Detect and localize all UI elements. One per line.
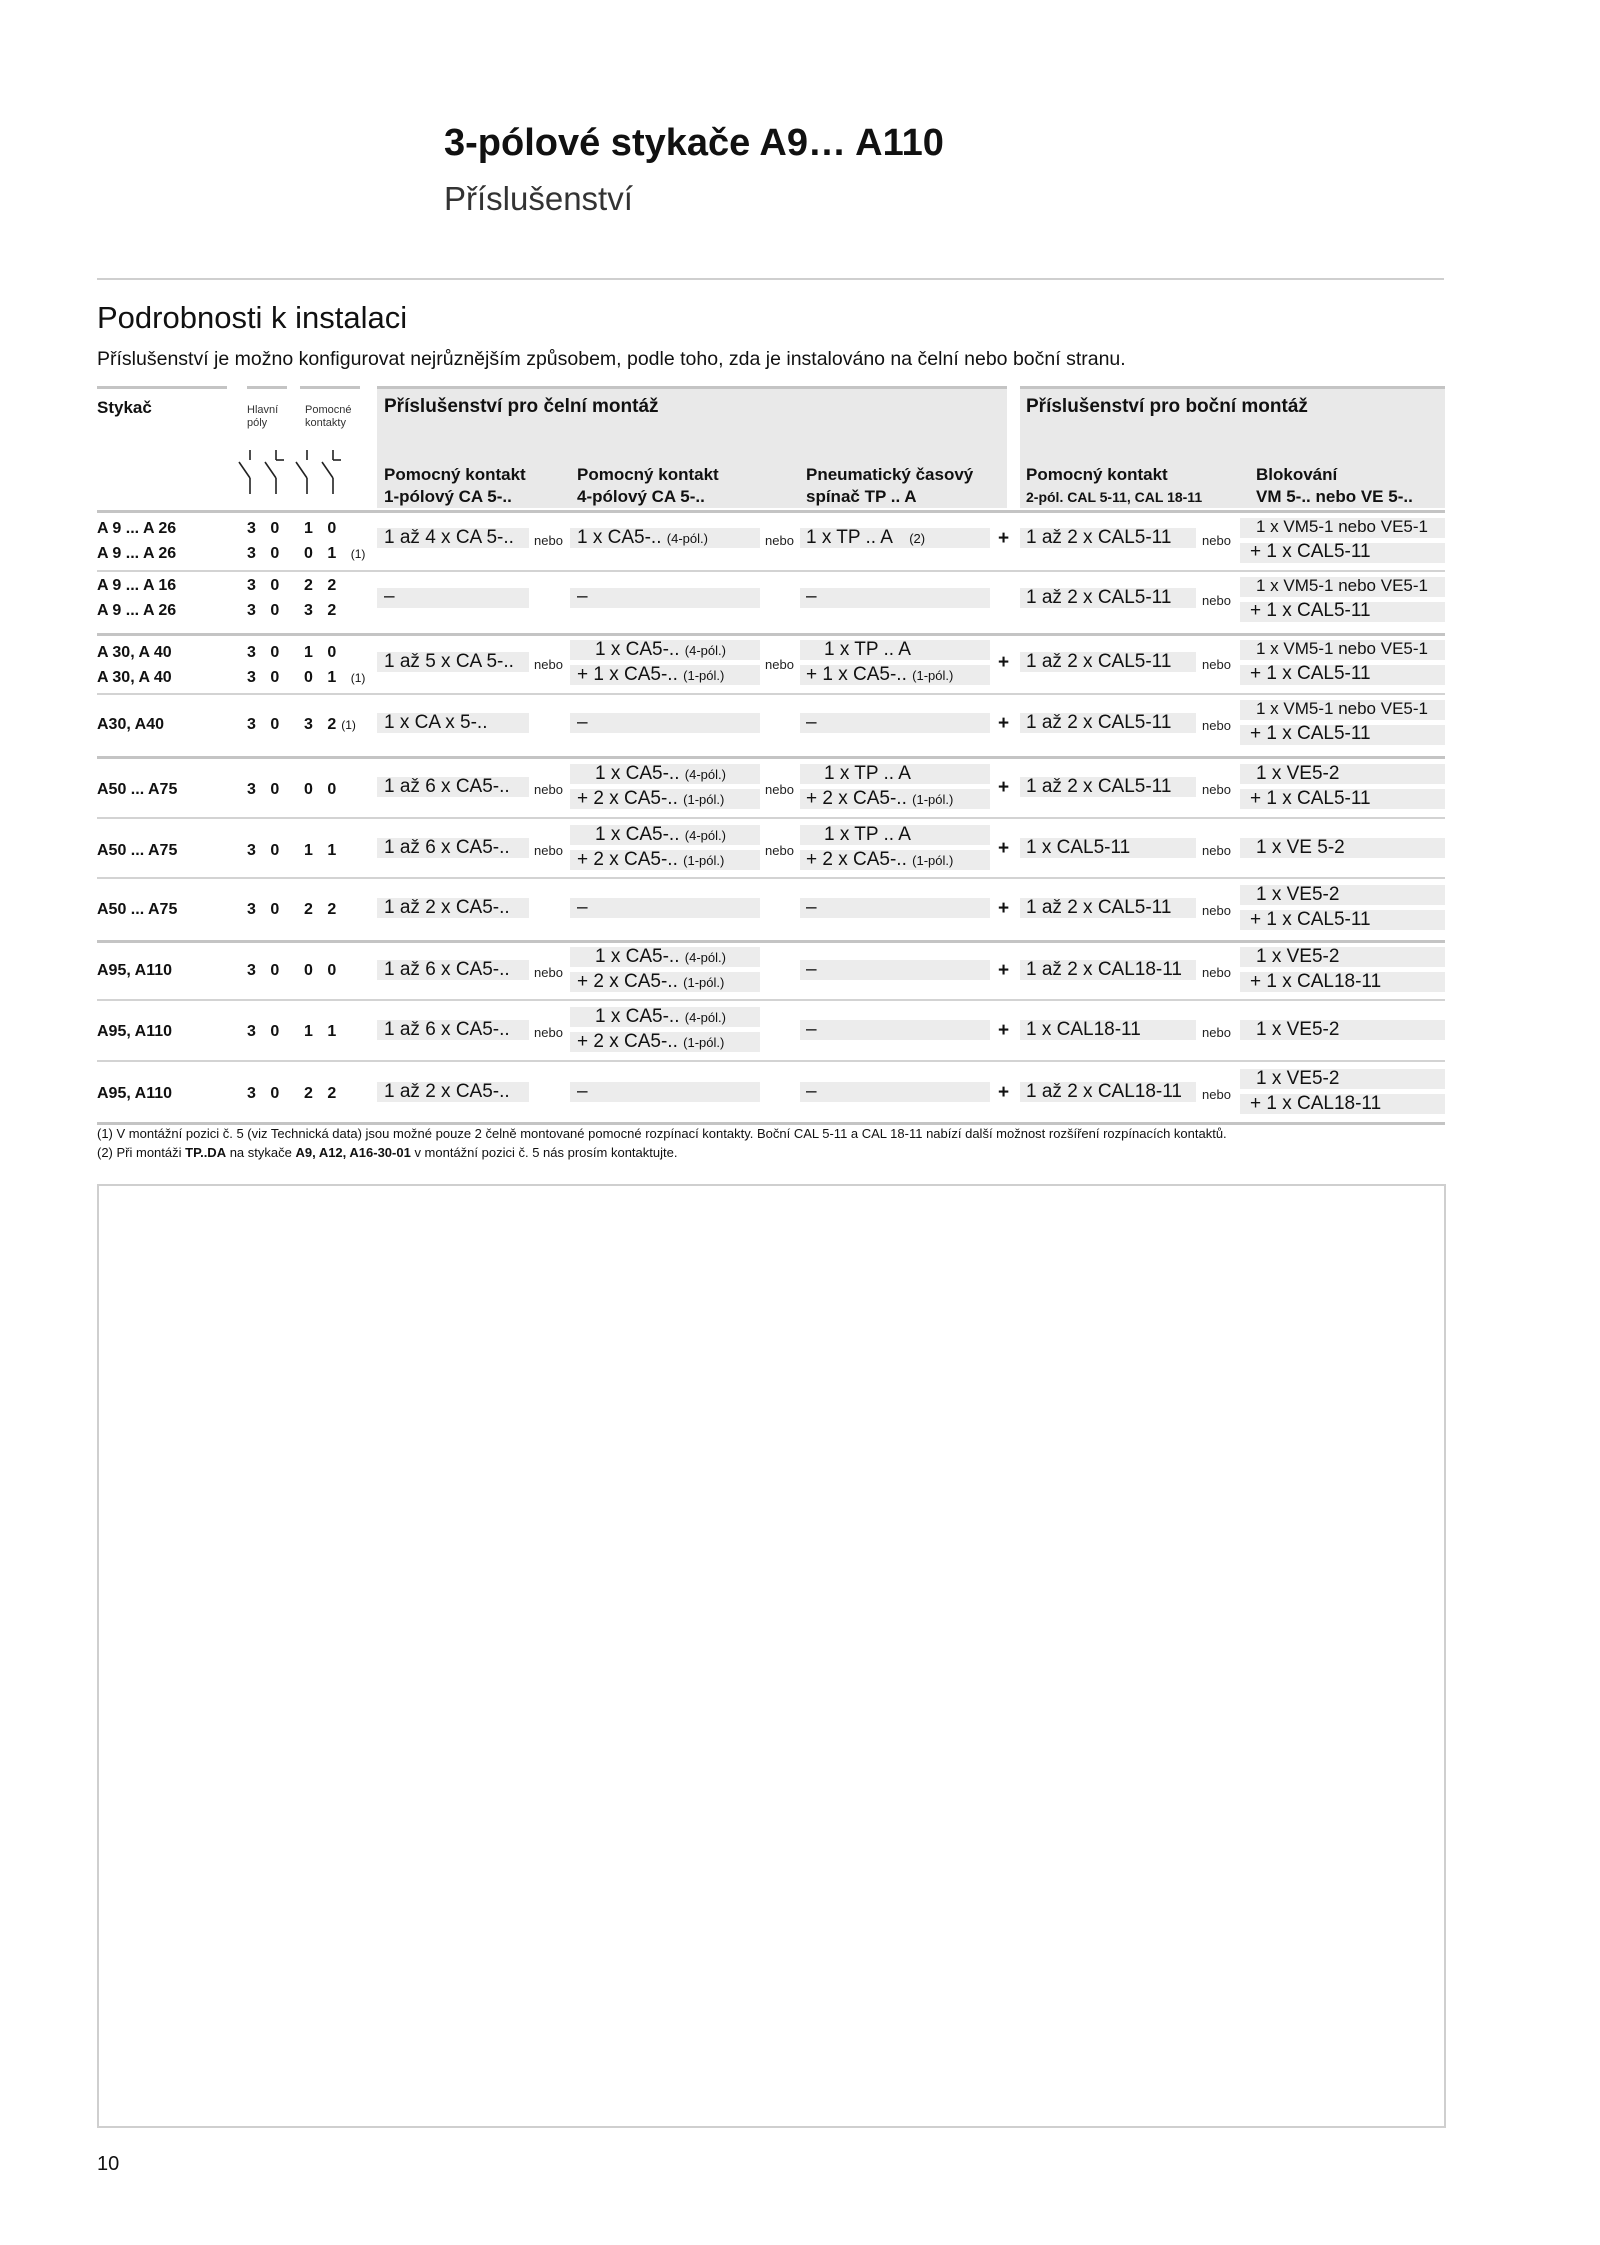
plus-sign: + <box>998 898 1010 919</box>
cell-side-2: 1 x VE5-2 <box>1256 1019 1340 1040</box>
main-poles-value: 3 0 <box>247 545 285 562</box>
subheader-front-1 <box>384 464 526 508</box>
cell-bg <box>570 713 760 733</box>
header-contactor: Stykač <box>97 398 152 417</box>
main-poles-value: 3 0 <box>247 644 285 661</box>
cell-note: (1-pól.) <box>683 853 725 868</box>
cell-text: + 2 x CA5-.. <box>577 788 678 809</box>
header-side-mount: Příslušenství pro boční montáž <box>1026 396 1308 417</box>
cell-side-2: + 1 x CAL18-11 <box>1250 1093 1382 1114</box>
cell-side-2: 1 x VM5-1 nebo VE5-1 <box>1256 639 1428 658</box>
cell-front-1: 1 až 6 x CA5-.. <box>384 837 510 858</box>
aux-contacts-value: 1 0 <box>304 644 342 661</box>
nebo-label: nebo <box>1202 965 1231 980</box>
cell-side-1: 1 až 2 x CAL5-11 <box>1026 712 1172 733</box>
nebo-label: nebo <box>534 782 563 797</box>
cell-front-1: 1 až 4 x CA 5-.. <box>384 527 514 548</box>
nebo-label: nebo <box>534 533 563 548</box>
header-aux-contacts-line: kontakty <box>305 417 346 429</box>
plus-sign: + <box>998 1020 1010 1041</box>
cell-front-3: 1 x TP .. A <box>824 763 911 784</box>
nebo-label: nebo <box>765 533 794 548</box>
cell-note: (1-pól.) <box>912 668 954 683</box>
aux-contacts-value: 2 2 <box>304 901 342 918</box>
cell-note: (4-pól.) <box>666 531 708 546</box>
rule <box>377 386 1007 389</box>
cell-front-2: – <box>577 897 588 918</box>
subheader-line: Pneumatický časový <box>806 465 974 484</box>
cell-bg <box>570 588 760 608</box>
cell-note: (1-pól.) <box>683 668 725 683</box>
page-number: 10 <box>97 2153 120 2175</box>
subheader-line: Pomocný kontakt <box>384 465 526 484</box>
rule <box>97 570 1445 572</box>
cell-front-1: 1 až 6 x CA5-.. <box>384 959 510 980</box>
cell-note: (1-pól.) <box>912 792 954 807</box>
aux-contacts-value: 0 0 <box>304 781 342 798</box>
cell-bg <box>800 1082 990 1102</box>
main-poles-value: 3 0 <box>247 1023 285 1040</box>
aux-contacts-value: 1 0 <box>304 520 342 537</box>
intro-text: Příslušenství je možno konfigurovat nejrůznějším způsobem, podle toho, zda je instalováno na čelní nebo boční stranu. <box>97 348 1126 370</box>
cell-note: (4-pól.) <box>684 1010 726 1025</box>
rule <box>97 1060 1445 1062</box>
cell-side-2: + 1 x CAL5-11 <box>1250 541 1371 562</box>
contactor-label: A50 ... A75 <box>97 901 178 918</box>
footnote-ref: (1) <box>350 547 366 561</box>
plus-sign: + <box>998 838 1010 859</box>
cell-note: (1-pól.) <box>912 853 954 868</box>
cell-side-2: 1 x VE5-2 <box>1256 763 1340 784</box>
cell-front-2: – <box>577 712 588 733</box>
cell-front-2 <box>577 527 708 550</box>
header-aux-contacts-line: Pomocné <box>305 404 352 416</box>
subheader-front-3 <box>806 464 973 508</box>
cell-front-1: 1 až 6 x CA5-.. <box>384 776 510 797</box>
cell-front-3 <box>806 849 953 872</box>
nebo-label: nebo <box>534 1025 563 1040</box>
footnote-ref: (1) <box>350 671 366 685</box>
cell-text: + 1 x CA5-.. <box>577 664 678 685</box>
subheader-line: Pomocný kontakt <box>577 465 719 484</box>
header-main-poles <box>247 404 278 430</box>
nebo-label: nebo <box>1202 1025 1231 1040</box>
main-poles-value: 3 0 <box>247 901 285 918</box>
main-poles-value: 3 0 <box>247 962 285 979</box>
header-main-poles-line: Hlavní <box>247 404 279 416</box>
footnote-ref: (1) <box>341 718 356 732</box>
cell-side-1: 1 až 2 x CAL5-11 <box>1026 897 1172 918</box>
aux-contacts-value: 2 2 <box>304 577 342 594</box>
cell-side-2: 1 x VE 5-2 <box>1256 837 1345 858</box>
cell-text: 1 x TP .. A <box>806 527 892 548</box>
subheader-line: 1-pólový CA 5-.. <box>384 487 512 506</box>
cell-text: 1 x CA5-.. <box>595 824 680 845</box>
contactor-label: A95, A110 <box>97 962 173 979</box>
cell-side-2: + 1 x CAL5-11 <box>1250 663 1371 684</box>
footnote-text: (2) Při montáži <box>97 1145 186 1160</box>
plus-sign: + <box>998 528 1010 549</box>
empty-image-frame <box>97 1184 1446 2128</box>
cell-front-2 <box>577 1031 724 1054</box>
cell-front-3: – <box>806 1081 817 1102</box>
page-title: 3-pólové stykače A9… A110 <box>444 122 944 164</box>
aux-contacts-value: 1 1 <box>304 842 342 859</box>
subheader-line: spínač TP .. A <box>806 487 917 506</box>
aux-contacts-value <box>304 669 365 687</box>
rule <box>97 633 1445 636</box>
cell-bg <box>800 898 990 918</box>
main-poles-value: 3 0 <box>247 669 285 686</box>
aux-contacts-value: 0 0 <box>304 962 342 979</box>
cell-front-2 <box>595 639 726 662</box>
cell-side-1: 1 až 2 x CAL18-11 <box>1026 1081 1182 1102</box>
subheader-line: VM 5-.. nebo VE 5-.. <box>1256 487 1413 506</box>
cell-side-2: 1 x VE5-2 <box>1256 946 1340 967</box>
cell-front-3 <box>806 788 953 811</box>
cell-text: + 2 x CA5-.. <box>577 971 678 992</box>
subheader-side-2 <box>1256 464 1413 508</box>
rule <box>97 386 227 389</box>
cell-text: 1 x CA5-.. <box>595 763 680 784</box>
contactor-label: A50 ... A75 <box>97 781 178 798</box>
nebo-label: nebo <box>1202 1087 1231 1102</box>
rule <box>97 999 1445 1001</box>
nebo-label: nebo <box>1202 657 1231 672</box>
cell-side-1: 1 x CAL5-11 <box>1026 837 1131 858</box>
header-main-poles-line: póly <box>247 417 268 429</box>
nebo-label: nebo <box>1202 718 1231 733</box>
cell-note: (1-pól.) <box>683 975 725 990</box>
nebo-label: nebo <box>765 843 794 858</box>
contactor-label: A 30, A 40 <box>97 669 172 686</box>
nebo-label: nebo <box>1202 843 1231 858</box>
cell-front-3: 1 x TP .. A <box>824 639 911 660</box>
cell-note: (4-pól.) <box>684 643 726 658</box>
cell-front-3: – <box>806 897 817 918</box>
nebo-label: nebo <box>1202 533 1231 548</box>
rule <box>1020 386 1445 389</box>
cell-note: (2) <box>909 531 926 546</box>
cell-note: (4-pól.) <box>684 950 726 965</box>
cell-side-2: + 1 x CAL5-11 <box>1250 600 1371 621</box>
rule <box>97 940 1445 943</box>
aux-contacts-value: 3 2 <box>304 602 342 619</box>
main-poles-value: 3 0 <box>247 602 285 619</box>
cell-front-1: 1 až 5 x CA 5-.. <box>384 651 514 672</box>
subheader-line: Pomocný kontakt <box>1026 465 1168 484</box>
footnote-text: v montážní pozici č. 5 nás prosím kontaktujte. <box>410 1145 678 1160</box>
contactor-label: A 9 ... A 26 <box>97 545 177 562</box>
cell-front-2 <box>577 788 724 811</box>
cell-side-2: + 1 x CAL5-11 <box>1250 788 1371 809</box>
nebo-label: nebo <box>534 657 563 672</box>
nebo-label: nebo <box>1202 782 1231 797</box>
main-poles-value: 3 0 <box>247 842 285 859</box>
subheader-front-2 <box>577 464 719 508</box>
cell-front-2 <box>577 971 724 994</box>
cell-bg <box>800 588 990 608</box>
cell-side-2: 1 x VM5-1 nebo VE5-1 <box>1256 576 1428 595</box>
cell-side-1: 1 až 2 x CAL5-11 <box>1026 651 1172 672</box>
cell-note: (4-pól.) <box>684 767 726 782</box>
main-poles-value: 3 0 <box>247 577 285 594</box>
subheader-line: Blokování <box>1256 465 1338 484</box>
plus-sign: + <box>998 1082 1010 1103</box>
main-poles-value: 3 0 <box>247 781 285 798</box>
cell-front-2 <box>577 849 724 872</box>
cell-note: (1-pól.) <box>683 792 725 807</box>
cell-text: 1 x CA5-.. <box>577 527 662 548</box>
aux-contacts-contact-icon <box>293 448 359 496</box>
cell-front-2 <box>577 664 724 687</box>
cell-front-1: – <box>384 586 395 607</box>
cell-side-2: 1 x VE5-2 <box>1256 884 1340 905</box>
cell-text: 1 x CA5-.. <box>595 639 680 660</box>
cell-front-3: 1 x TP .. A <box>824 824 911 845</box>
aux-contacts-value: 1 1 <box>304 1023 342 1040</box>
contactor-label: A 9 ... A 26 <box>97 520 177 537</box>
cell-front-3: – <box>806 586 817 607</box>
footnote-text: na stykače <box>226 1145 296 1160</box>
contactor-label: A 9 ... A 16 <box>97 577 177 594</box>
cell-front-2: – <box>577 1081 588 1102</box>
plus-sign: + <box>998 652 1010 673</box>
nebo-label: nebo <box>534 843 563 858</box>
rule <box>97 756 1445 759</box>
cell-front-2 <box>595 946 726 969</box>
aux-contacts-value <box>304 716 356 734</box>
main-poles-value: 3 0 <box>247 1085 285 1102</box>
contactor-label: A 30, A 40 <box>97 644 172 661</box>
page-subtitle: Příslušenství <box>444 180 633 217</box>
plus-sign: + <box>998 713 1010 734</box>
cell-text: 1 x CA5-.. <box>595 1006 680 1027</box>
cell-bg <box>570 1082 760 1102</box>
cell-side-2: + 1 x CAL5-11 <box>1250 723 1371 744</box>
cell-side-2: 1 x VE5-2 <box>1256 1068 1340 1089</box>
rule <box>97 877 1445 879</box>
cell-front-3 <box>806 664 953 687</box>
cell-bg <box>800 960 990 980</box>
footnote-bold: TP..DA <box>185 1145 227 1160</box>
cell-front-2: – <box>577 586 588 607</box>
main-poles-value: 3 0 <box>247 716 285 733</box>
cell-text: + 2 x CA5-.. <box>806 788 907 809</box>
cell-text: + 1 x CA5-.. <box>806 664 907 685</box>
cell-side-1: 1 až 2 x CAL18-11 <box>1026 959 1182 980</box>
subheader-side-1 <box>1026 464 1202 508</box>
rule <box>247 386 287 389</box>
cell-side-2: + 1 x CAL5-11 <box>1250 909 1371 930</box>
cell-front-1: 1 až 6 x CA5-.. <box>384 1019 510 1040</box>
cell-bg <box>377 588 529 608</box>
cell-side-1: 1 x CAL18-11 <box>1026 1019 1141 1040</box>
cell-front-1: 1 x CA x 5-.. <box>384 712 488 733</box>
header-aux-contacts <box>305 404 351 430</box>
aux-contacts-number: 0 1 <box>304 669 342 686</box>
cell-side-2: 1 x VM5-1 nebo VE5-1 <box>1256 517 1428 536</box>
aux-contacts-number: 3 2 <box>304 716 342 733</box>
rule <box>300 386 360 389</box>
cell-text: + 2 x CA5-.. <box>806 849 907 870</box>
contactor-label: A95, A110 <box>97 1023 173 1040</box>
contactor-label: A50 ... A75 <box>97 842 178 859</box>
cell-front-1: 1 až 2 x CA5-.. <box>384 897 510 918</box>
rule <box>97 1122 1445 1125</box>
cell-front-3: – <box>806 959 817 980</box>
subheader-line: 2-pól. CAL 5-11, CAL 18-11 <box>1026 489 1203 505</box>
header-front-mount: Příslušenství pro čelní montáž <box>384 396 659 417</box>
cell-text: + 2 x CA5-.. <box>577 1031 678 1052</box>
cell-side-1: 1 až 2 x CAL5-11 <box>1026 527 1172 548</box>
cell-front-2 <box>595 763 726 786</box>
main-poles-value: 3 0 <box>247 520 285 537</box>
cell-front-3 <box>806 527 925 550</box>
contactor-label: A95, A110 <box>97 1085 173 1102</box>
cell-text: + 2 x CA5-.. <box>577 849 678 870</box>
nebo-label: nebo <box>765 657 794 672</box>
section-title: Podrobnosti k instalaci <box>97 300 408 335</box>
footnote-bold: A9, A12, A16-30-01 <box>295 1145 411 1160</box>
footnote-1: (1) V montážní pozici č. 5 (viz Technická data) jsou možné pouze 2 čelně montované pomocné rozpínací kontakty. Boční CAL 5-11 a CAL 18-11 nabízí další možnost rozšíření rozpínacích kontaktů. <box>97 1126 1227 1141</box>
cell-text: 1 x CA5-.. <box>595 946 680 967</box>
contactor-label: A30, A40 <box>97 716 164 733</box>
aux-contacts-number: 0 1 <box>304 545 342 562</box>
plus-sign: + <box>998 777 1010 798</box>
cell-front-2 <box>595 824 726 847</box>
cell-side-1: 1 až 2 x CAL5-11 <box>1026 776 1172 797</box>
cell-front-3: – <box>806 1019 817 1040</box>
cell-side-2: 1 x VM5-1 nebo VE5-1 <box>1256 699 1428 718</box>
rule <box>97 693 1445 695</box>
cell-side-2: + 1 x CAL18-11 <box>1250 971 1382 992</box>
nebo-label: nebo <box>1202 903 1231 918</box>
rule <box>97 817 1445 819</box>
aux-contacts-value: 2 2 <box>304 1085 342 1102</box>
cell-bg <box>800 713 990 733</box>
cell-front-1: 1 až 2 x CA5-.. <box>384 1081 510 1102</box>
contactor-label: A 9 ... A 26 <box>97 602 177 619</box>
footnote-2 <box>97 1145 677 1160</box>
aux-contacts-value <box>304 545 365 563</box>
nebo-label: nebo <box>1202 593 1231 608</box>
nebo-label: nebo <box>765 782 794 797</box>
cell-note: (1-pól.) <box>683 1035 725 1050</box>
nebo-label: nebo <box>534 965 563 980</box>
cell-front-2 <box>595 1006 726 1029</box>
cell-front-3: – <box>806 712 817 733</box>
rule <box>97 510 1445 513</box>
subheader-line: 4-pólový CA 5-.. <box>577 487 705 506</box>
cell-note: (4-pól.) <box>684 828 726 843</box>
cell-side-1: 1 až 2 x CAL5-11 <box>1026 587 1172 608</box>
plus-sign: + <box>998 960 1010 981</box>
cell-bg <box>570 898 760 918</box>
cell-bg <box>800 1020 990 1040</box>
